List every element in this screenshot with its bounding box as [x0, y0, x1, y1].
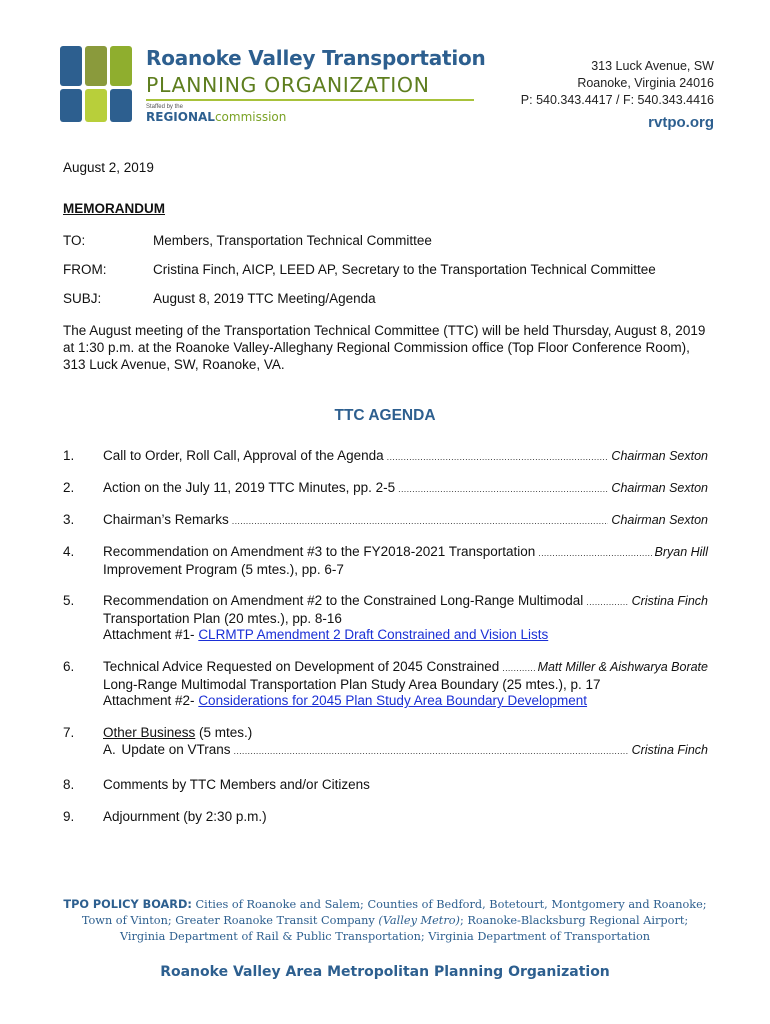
policy-board-line1: Cities of Roanoke and Salem; Counties of Bedford, Botetourt, Montgomery and Roanoke;	[195, 898, 707, 911]
agenda-item-attachment	[103, 627, 708, 644]
address-street: 313 Luck Avenue, SW	[591, 59, 714, 73]
agenda-item-3	[63, 512, 708, 530]
rvtpo-logo	[60, 46, 486, 126]
logo-commission-word: commission	[214, 110, 287, 124]
agenda-item-continuation: Transportation Plan (20 mtes.), pp. 8-16	[103, 610, 342, 626]
memo-from-row	[63, 262, 723, 277]
memo-from-label: FROM:	[63, 262, 107, 277]
memo-to-value: Members, Transportation Technical Committee	[153, 233, 432, 248]
policy-board-line2b: (Valley Metro)	[378, 914, 460, 927]
agenda-item-number: 8.	[63, 777, 75, 792]
agenda-item-4	[63, 544, 708, 578]
agenda-item-text: Comments by TTC Members and/or Citizens	[103, 777, 370, 792]
attachment-label: Attachment #2-	[103, 693, 199, 708]
agenda-item-number: 9.	[63, 809, 75, 824]
agenda-item-number: 3.	[63, 512, 75, 527]
agenda-item-continuation: Improvement Program (5 mtes.), pp. 6-7	[103, 561, 344, 577]
agenda-item-2	[63, 480, 708, 498]
memo-from-value: Cristina Finch, AICP, LEED AP, Secretary to the Transportation Technical Committee	[153, 262, 656, 277]
agenda-item-number: 2.	[63, 480, 75, 495]
agenda-item-8	[63, 777, 708, 794]
memo-subj-label: SUBJ:	[63, 291, 102, 306]
agenda-item-1	[63, 448, 708, 466]
agenda-item-presenter: Bryan Hill	[654, 545, 708, 559]
leader-dots	[586, 594, 628, 611]
agenda-item-text: (5 mtes.)	[195, 725, 253, 740]
agenda-item-presenter: Cristina Finch	[631, 594, 708, 608]
agenda-subitem	[103, 742, 708, 760]
address-city: Roanoke, Virginia 24016	[577, 76, 714, 90]
agenda-item-text: Call to Order, Roll Call, Approval of the Agenda	[103, 448, 384, 463]
agenda-item-number: 7.	[63, 725, 75, 740]
website-link[interactable]: rvtpo.org	[648, 114, 714, 131]
leader-dots	[387, 449, 609, 466]
memo-to-row	[63, 233, 723, 248]
memo-to-label: TO:	[63, 233, 86, 248]
leader-dots	[538, 545, 651, 562]
memo-intro-paragraph: The August meeting of the Transportation Technical Committee (TTC) will be held Thursday, August 8, 2019 at 1:30 p.m. at the Roanoke Valley-Alleghany Regional Commission office (Top Floor Conference Room), 313 Luck Avenue, SW, Roanoke, VA.	[63, 323, 706, 372]
agenda-item-text: Action on the July 11, 2019 TTC Minutes, pp. 2-5	[103, 480, 396, 495]
policy-board-label: TPO POLICY BOARD:	[63, 898, 192, 911]
agenda-item-number: 4.	[63, 544, 75, 559]
logo-regional-commission	[146, 110, 286, 124]
agenda-item-presenter: Chairman Sexton	[611, 481, 708, 495]
agenda-item-attachment	[103, 693, 708, 710]
agenda-item-continuation: Long-Range Multimodal Transportation Plan Study Area Boundary (25 mtes.), p. 17	[103, 676, 601, 692]
agenda-item-presenter: Chairman Sexton	[611, 513, 708, 527]
logo-mark-icon	[60, 46, 132, 122]
logo-regional-word: REGIONAL	[146, 110, 215, 124]
logo-title: Roanoke Valley Transportation	[146, 46, 486, 70]
logo-staffed-by: Staffed by the	[146, 104, 183, 110]
memo-subj-value: August 8, 2019 TTC Meeting/Agenda	[153, 291, 376, 306]
leader-dots	[502, 660, 534, 677]
agenda-title: TTC AGENDA	[334, 407, 436, 424]
logo-divider	[146, 99, 474, 101]
memo-subj-row	[63, 291, 723, 306]
policy-board-footer	[0, 897, 770, 945]
agenda-item-text: Recommendation on Amendment #3 to the FY2018-2021 Transportation	[103, 544, 536, 559]
attachment-link[interactable]: CLRMTP Amendment 2 Draft Constrained and Vision Lists	[198, 627, 549, 642]
attachment-label: Attachment #1-	[103, 627, 199, 642]
agenda-item-text: Adjournment (by 2:30 p.m.)	[103, 809, 267, 824]
agenda-item-5	[63, 593, 708, 644]
address-block	[521, 58, 714, 131]
subitem-presenter: Cristina Finch	[631, 742, 708, 757]
footer-organization: Roanoke Valley Area Metropolitan Planning Organization	[160, 964, 610, 980]
memo-date: August 2, 2019	[63, 160, 154, 175]
agenda-item-text: Chairman’s Remarks	[103, 512, 229, 527]
agenda-item-6	[63, 659, 708, 710]
agenda-item-text: Recommendation on Amendment #2 to the Constrained Long-Range Multimodal	[103, 593, 584, 608]
agenda-item-7	[63, 725, 708, 759]
policy-board-line2a: Town of Vinton; Greater Roanoke Transit Company	[81, 914, 379, 927]
policy-board-line2c: ; Roanoke-Blacksburg Regional Airport;	[459, 914, 689, 927]
agenda-item-9	[63, 809, 708, 826]
agenda-item-number: 6.	[63, 659, 75, 674]
leader-dots	[234, 743, 629, 760]
agenda-item-number: 1.	[63, 448, 75, 463]
agenda-item-text: Technical Advice Requested on Development of 2045 Constrained	[103, 659, 500, 674]
other-business-link[interactable]: Other Business	[103, 725, 196, 740]
attachment-link[interactable]: Considerations for 2045 Plan Study Area Boundary Development	[198, 693, 588, 708]
leader-dots	[232, 513, 609, 530]
agenda-item-presenter: Matt Miller & Aishwarya Borate	[537, 660, 708, 674]
memo-heading: MEMORANDUM	[63, 201, 165, 216]
agenda-item-presenter: Chairman Sexton	[611, 449, 708, 463]
leader-dots	[398, 481, 608, 498]
subitem-text: Update on VTrans	[121, 741, 231, 757]
address-phone-fax: P: 540.343.4417 / F: 540.343.4416	[520, 93, 714, 107]
policy-board-line3: Virginia Department of Rail & Public Transportation; Virginia Department of Transportation	[119, 930, 651, 943]
subitem-label: A.	[103, 741, 116, 757]
agenda-item-number: 5.	[63, 593, 75, 608]
logo-subtitle: PLANNING ORGANIZATION	[146, 73, 430, 97]
